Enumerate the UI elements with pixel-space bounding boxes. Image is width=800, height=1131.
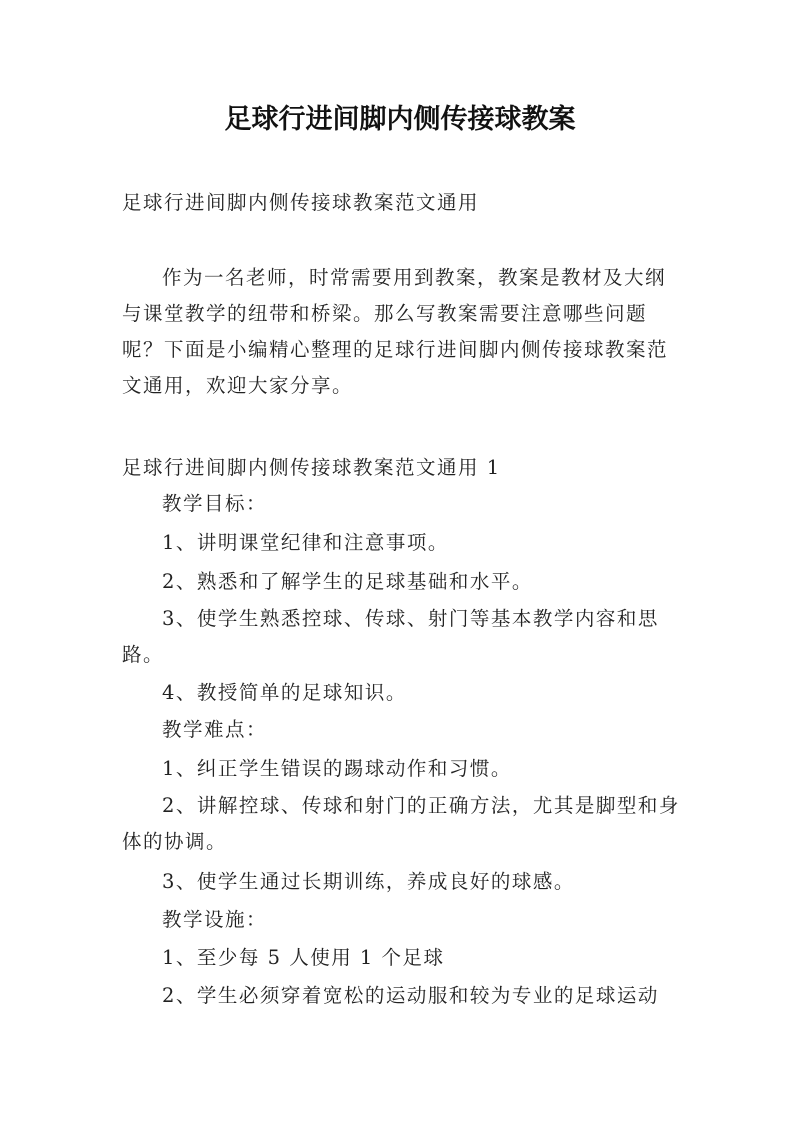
- goal-item: 2、熟悉和了解学生的足球基础和水平。: [162, 570, 533, 593]
- difficulty-item: 3、使学生通过长期训练，养成良好的球感。: [162, 870, 575, 893]
- goal-item: 4、教授简单的足球知识。: [162, 681, 407, 704]
- difficulty-item: 1、纠正学生错误的踢球动作和习惯。: [162, 757, 512, 780]
- goals-heading: 教学目标：: [162, 492, 268, 515]
- section-heading: 足球行进间脚内侧传接球教案范文通用 1: [122, 456, 501, 479]
- facility-item: 2、学生必须穿着宽松的运动服和较为专业的足球运动: [162, 984, 659, 1007]
- goal-item: 1、讲明课堂纪律和注意事项。: [162, 531, 449, 554]
- document-title: 足球行进间脚内侧传接球教案: [224, 104, 576, 135]
- goal-item: 3、使学生熟悉控球、传球、射门等基本教学内容和思路。: [122, 607, 659, 666]
- facility-item: 1、至少每 5 人使用 1 个足球: [162, 946, 445, 969]
- document-subtitle: 足球行进间脚内侧传接球教案范文通用: [122, 191, 480, 214]
- facilities-heading: 教学设施：: [162, 908, 268, 931]
- difficulty-item: 2、讲解控球、传球和射门的正确方法，尤其是脚型和身体的协调。: [122, 794, 680, 853]
- intro-paragraph: 作为一名老师，时常需要用到教案，教案是教材及大纲与课堂教学的纽带和桥梁。那么写教案需要注意哪些问题呢？下面是小编精心整理的足球行进间脚内侧传接球教案范文通用，欢迎大家分享。: [122, 266, 669, 397]
- difficulties-heading: 教学难点：: [162, 718, 268, 741]
